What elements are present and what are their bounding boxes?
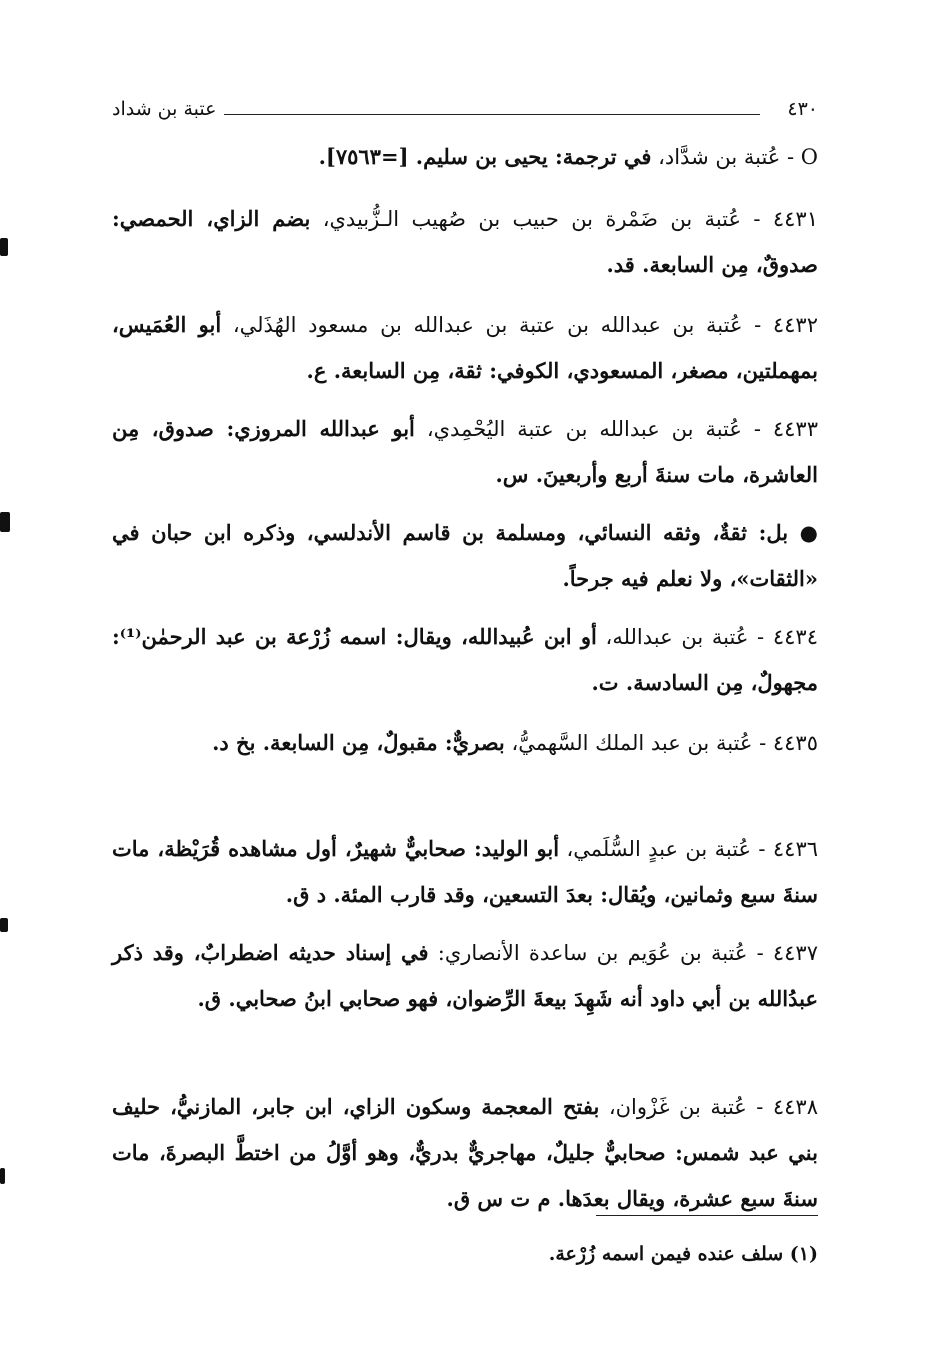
entry-name: O - عُتبة بن شدَّاد، <box>658 145 818 169</box>
editor-comment <box>112 510 818 602</box>
entry-name: ٤٤٣٧ - عُتبة بن عُوَيم بن ساعدة الأنصاري: <box>437 941 818 965</box>
entry-text: بفتح المعجمة وسكون الزاي، ابن جابر، المازنيُّ، حليف بني عبد شمس: صحابيٌّ جليلٌ، مهاجريٌّ بدريٌّ، وهو أوَّلُ من اختطَّ البصرةَ، مات سنةَ سبع عشرة، ويقال بعدَها. م ت س ق. <box>112 1094 818 1211</box>
scan-edge-mark <box>0 238 8 256</box>
entry-4436 <box>112 826 818 918</box>
entry-4435 <box>112 720 818 766</box>
entry-name: ٤٤٣٦ - عُتبة بن عبدٍ السُّلَمي، <box>566 837 819 861</box>
entry-cross-reference <box>112 134 818 180</box>
entry-4431 <box>112 196 818 288</box>
entry-name: ٤٤٣٢ - عُتبة بن عبدالله بن عتبة بن عبدالله بن مسعود الهُذَلي، <box>232 313 818 337</box>
entry-4432 <box>112 302 818 394</box>
entry-name: ٤٤٣٥ - عُتبة بن عبد الملك السَّهميُّ، <box>511 731 818 755</box>
header-rule <box>224 114 760 115</box>
entry-4437 <box>112 930 818 1022</box>
entry-4434 <box>112 614 818 706</box>
entry-text: في إسناد حديثه اضطرابٌ، وقد ذكر عبدُالله بن أبي داود أنه شَهِدَ بيعةَ الرِّضوان، فهو صحابي ابنُ صحابي. ق. <box>112 940 818 1011</box>
footnote: (١) سلف عنده فيمن اسمه زُرْعة. <box>548 1243 818 1265</box>
entry-text: أو ابن عُبيدالله، ويقال: اسمه زُرْعة بن عبد الرحمٰن⁽¹⁾: مجهولٌ، مِن السادسة. ت. <box>112 624 818 695</box>
entry-text: بضم الزاي، الحمصي: صدوقٌ، مِن السابعة. قد. <box>112 206 818 277</box>
entry-name: ٤٤٣٣ - عُتبة بن عبدالله بن عتبة اليُحْمِدي، <box>426 417 818 441</box>
entry-4433 <box>112 406 818 498</box>
entry-name: ٤٤٣٨ - عُتبة بن غَزْوان، <box>608 1095 818 1119</box>
scan-edge-mark <box>0 1168 5 1184</box>
running-title: عتبة بن شداد <box>112 98 217 120</box>
entry-text: أبو عبدالله المروزي: صدوق، مِن العاشرة، مات سنةَ أربع وأربعينَ. س. <box>112 416 818 487</box>
page-header <box>112 94 818 124</box>
scan-edge-mark <box>0 918 8 932</box>
entry-4438 <box>112 1084 818 1222</box>
scan-edge-mark <box>0 512 10 532</box>
entry-name: ٤٤٣١ - عُتبة بن ضَمْرة بن حبيب بن صُهيب الـزُّبيدي، <box>322 207 818 231</box>
entry-text: أبو العُمَيس، بمهملتين، مصغر، المسعودي، الكوفي: ثقة، مِن السابعة. ع. <box>112 312 818 383</box>
entry-text: أبو الوليد: صحابيٌّ شهيرٌ، أول مشاهده قُرَيْظة، مات سنةَ سبع وثمانين، ويُقال: بعدَ التسعين، وقد قارب المئة. د ق. <box>112 836 818 907</box>
entry-name: ٤٤٣٤ - عُتبة بن عبدالله، <box>605 625 818 649</box>
footnote-rule <box>596 1215 818 1216</box>
page-number: ٤٣٠ <box>787 98 818 120</box>
entry-text: ● بل: ثقةٌ، وثقه النسائي، ومسلمة بن قاسم الأندلسي، وذكره ابن حبان في «الثقات»، ولا نعلم فيه جرحاً. <box>112 520 818 591</box>
entry-text: بصريٌّ: مقبولٌ، مِن السابعة. بخ د. <box>212 730 505 755</box>
entry-text: في ترجمة: يحيى بن سليم. [=٧٥٦٣]. <box>318 144 652 169</box>
